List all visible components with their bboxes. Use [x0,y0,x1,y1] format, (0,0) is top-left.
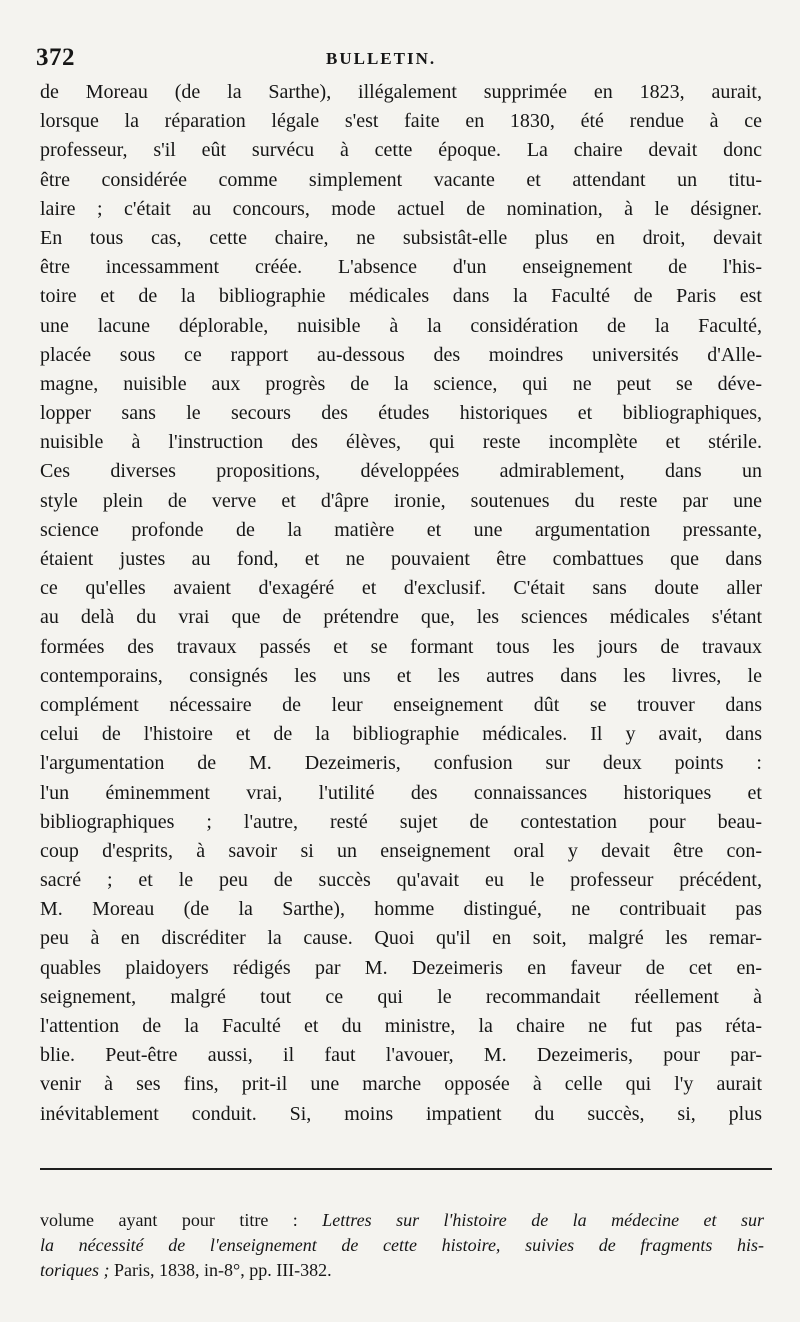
text-line: l'attention de la Faculté et du ministre, la chaire ne fut pas réta- [40,1015,762,1037]
text-line: magne, nuisible aux progrès de la science, qui ne peut se déve- [40,372,762,395]
text-line: inévitablement conduit. Si, moins impatient du succès, si, plus [40,1102,762,1125]
text-line: bibliographiques ; l'autre, resté sujet de contestation pour beau- [40,810,762,833]
text-line: formées des travaux passés et se formant tous les jours de travaux [40,635,762,658]
text-line: ce qu'elles avaient d'exagéré et d'exclusif. C'était sans doute aller [40,577,762,600]
text-line: complément nécessaire de leur enseignement dût se trouver dans [40,693,762,716]
footnote-line: la nécessité de l'enseignement de cette histoire, suivies de fragments his- [40,1235,764,1255]
text-line: toire et de la bibliographie médicales dans la Faculté de Paris est [40,285,762,308]
text-line: lopper sans le secours des études historiques et bibliographiques, [40,402,762,425]
text-line: être considérée comme simplement vacante et attendant un titu- [40,168,762,191]
text-line: coup d'esprits, à savoir si un enseignement oral y devait être con- [40,839,762,862]
running-head: BULLETIN. [326,49,437,68]
text-line: laire ; c'était au concours, mode actuel de nomination, à le désigner. [40,197,762,220]
text-line: peu à en discréditer la cause. Quoi qu'il en soit, malgré les remar- [40,927,762,950]
footnote-book-title: toriques ; [40,1260,110,1280]
text-line: sacré ; et le peu de succès qu'avait eu le professeur précédent, [40,869,762,892]
text-line: M. Moreau (de la Sarthe), homme distingué, ne contribuait pas [40,898,762,921]
text-line: professeur, s'il eût survécu à cette époque. La chaire devait donc [40,139,762,162]
footnote-rule [40,1168,772,1170]
body-text [40,78,762,1129]
text-line: style plein de verve et d'âpre ironie, soutenues du reste par une [40,489,762,512]
page-header [36,44,756,78]
text-line: une lacune déplorable, nuisible à la considération de la Faculté, [40,314,762,337]
footnote-book-title: Lettres sur l'histoire de la médecine et sur [322,1210,765,1230]
text-line: l'argumentation de M. Dezeimeris, confusion sur deux points : [40,752,762,775]
text-line: être incessamment créée. L'absence d'un enseignement de l'his- [40,256,762,279]
text-line: celui de l'histoire et de la bibliographie médicales. Il y avait, dans [40,723,762,746]
page-number: 372 [36,44,75,71]
text-line: venir à ses fins, prit-il une marche opposée à celle qui l'y aurait [40,1073,762,1096]
text-line: science profonde de la matière et une argumentation pressante, [40,518,762,541]
text-line: nuisible à l'instruction des élèves, qui reste incomplète et stérile. [40,431,762,454]
text-line: quables plaidoyers rédigés par M. Dezeimeris en faveur de cet en- [40,956,762,979]
footnote-citation: Paris, 1838, in-8°, pp. III-382. [109,1260,332,1280]
text-line: de Moreau (de la Sarthe), illégalement supprimée en 1823, aurait, [40,81,762,103]
text-line: placée sous ce rapport au-dessous des moindres universités d'Alle- [40,343,762,366]
text-line: blie. Peut-être aussi, il faut l'avouer, M. Dezeimeris, pour par- [40,1044,762,1067]
text-line: seignement, malgré tout ce qui le recommandait réellement à [40,985,762,1008]
text-line: En tous cas, cette chaire, ne subsistât-elle plus en droit, devait [40,226,762,249]
text-line: au delà du vrai que de prétendre que, les sciences médicales s'étant [40,606,762,629]
footnote-line [40,1208,764,1233]
footnote-text: volume ayant pour titre : [40,1210,323,1230]
text-line: lorsque la réparation légale s'est faite en 1830, été rendue à ce [40,110,762,133]
text-line: contemporains, consignés les uns et les autres dans les livres, le [40,664,762,687]
text-line: étaient justes au fond, et ne pouvaient être combattues que dans [40,548,762,570]
text-line: Ces diverses propositions, développées admirablement, dans un [40,460,762,483]
text-line: l'un éminemment vrai, l'utilité des connaissances historiques et [40,781,762,804]
footnote [40,1208,764,1283]
footnote-line [40,1258,764,1283]
